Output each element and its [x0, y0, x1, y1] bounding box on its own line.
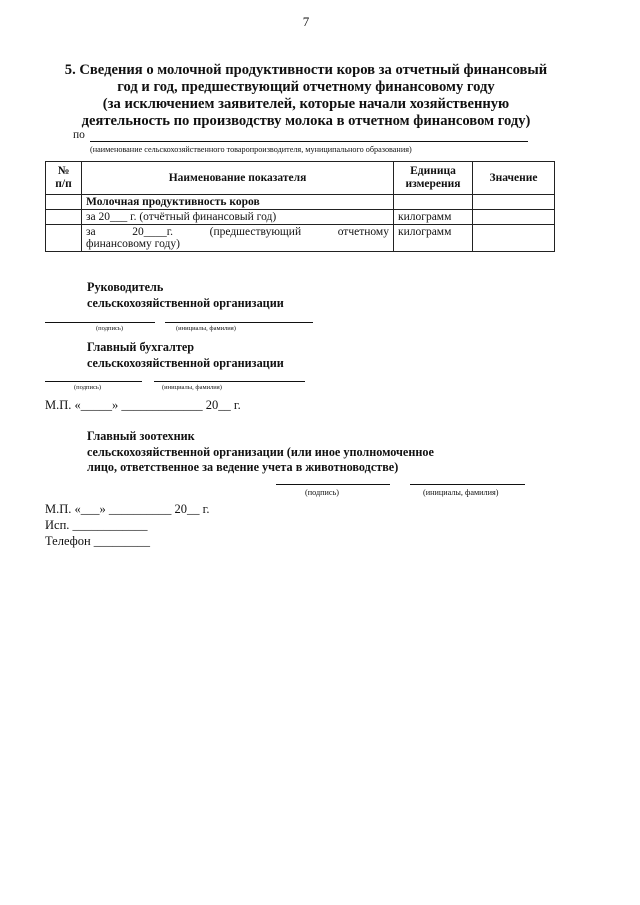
row2-indicator-line2: финансовому году)	[86, 238, 180, 250]
row2-value-cell[interactable]	[473, 225, 555, 252]
heading-line-3: (за исключением заявителей, которые начали хозяйственную	[102, 96, 510, 112]
accountant-signature-caption: (подпись)	[74, 384, 101, 391]
col-header-unit-line1: Единица	[410, 165, 456, 177]
section-unit-cell	[394, 195, 473, 210]
col-header-value: Значение	[473, 162, 555, 195]
producer-name-caption: (наименование сельскохозяйственного товаропроизводителя, муниципального образования)	[90, 145, 412, 154]
executor-line: Исп. ____________	[45, 518, 148, 532]
zootechnician-title-line3: лицо, ответственное за ведение учета в животноводстве)	[87, 460, 399, 474]
heading-line-2: год и год, предшествующий отчетному финансовому году	[117, 79, 495, 95]
director-title-line2: сельскохозяйственной организации	[87, 295, 284, 310]
zootechnician-title-line1: Главный зоотехник	[87, 429, 195, 443]
director-title	[87, 280, 284, 311]
producer-name-line[interactable]	[90, 141, 528, 142]
col-header-number-line2: п/п	[55, 178, 72, 190]
section-title-cell: Молочная продуктивность коров	[82, 195, 394, 210]
section-value-cell	[473, 195, 555, 210]
row1-value-cell[interactable]	[473, 210, 555, 225]
col-header-number	[46, 162, 82, 195]
row2-unit-cell: килограмм	[394, 225, 473, 252]
col-header-indicator: Наименование показателя	[82, 162, 394, 195]
row1-unit-cell: килограмм	[394, 210, 473, 225]
accountant-initials-caption: (инициалы, фамилия)	[162, 384, 222, 391]
zootechnician-initials-line[interactable]	[410, 484, 525, 485]
director-signature-caption: (подпись)	[96, 325, 123, 332]
row2-indicator-cell	[82, 225, 394, 252]
row2-indicator-line1	[86, 226, 389, 238]
page-number: 7	[302, 14, 310, 29]
zootechnician-signature-line[interactable]	[276, 484, 390, 485]
zootechnician-signature-caption: (подпись)	[305, 488, 339, 497]
zootechnician-initials-caption: (инициалы, фамилия)	[423, 488, 499, 497]
table-row	[46, 210, 555, 225]
director-title-line1: Руководитель	[87, 280, 164, 294]
row1-number-cell	[46, 210, 82, 225]
table-row	[46, 225, 555, 252]
row2-word-1: за	[86, 226, 96, 238]
accountant-title-line2: сельскохозяйственной организации	[87, 355, 284, 370]
heading-line-4: деятельность по производству молока в отчетном финансовом году)	[81, 113, 531, 129]
row2-word-3: (предшествующий	[209, 226, 302, 238]
table-row	[46, 195, 555, 210]
row1-indicator-cell: за 20___ г. (отчётный финансовый год)	[82, 210, 394, 225]
col-header-unit-line2: измерения	[405, 178, 461, 190]
zootechnician-title-line2: сельскохозяйственной организации (или иное уполномоченное	[87, 444, 434, 459]
accountant-title	[87, 340, 284, 371]
stamp-date-line-1: М.П. «_____» _____________ 20__ г.	[45, 398, 241, 412]
table-header-row	[46, 162, 555, 195]
indicator-table	[45, 161, 555, 252]
zootechnician-title	[87, 429, 434, 476]
accountant-title-line1: Главный бухгалтер	[87, 340, 195, 354]
heading-line-1: 5. Сведения о молочной продуктивности коров за отчетный финансовый	[64, 62, 548, 78]
row2-word-4: отчетному	[337, 226, 389, 238]
accountant-signature-line[interactable]	[45, 381, 142, 382]
stamp-date-line-2: М.П. «___» __________ 20__ г.	[45, 502, 210, 516]
row2-word-2: 20____г.	[132, 226, 174, 238]
director-initials-caption: (инициалы, фамилия)	[176, 325, 236, 332]
phone-line: Телефон _________	[45, 534, 151, 548]
director-signature-line[interactable]	[45, 322, 155, 323]
col-header-number-line1: №	[57, 165, 70, 177]
col-header-unit	[394, 162, 473, 195]
by-prefix: по	[73, 129, 85, 141]
accountant-initials-line[interactable]	[154, 381, 305, 382]
row2-number-cell	[46, 225, 82, 252]
section-number-cell	[46, 195, 82, 210]
director-initials-line[interactable]	[165, 322, 313, 323]
